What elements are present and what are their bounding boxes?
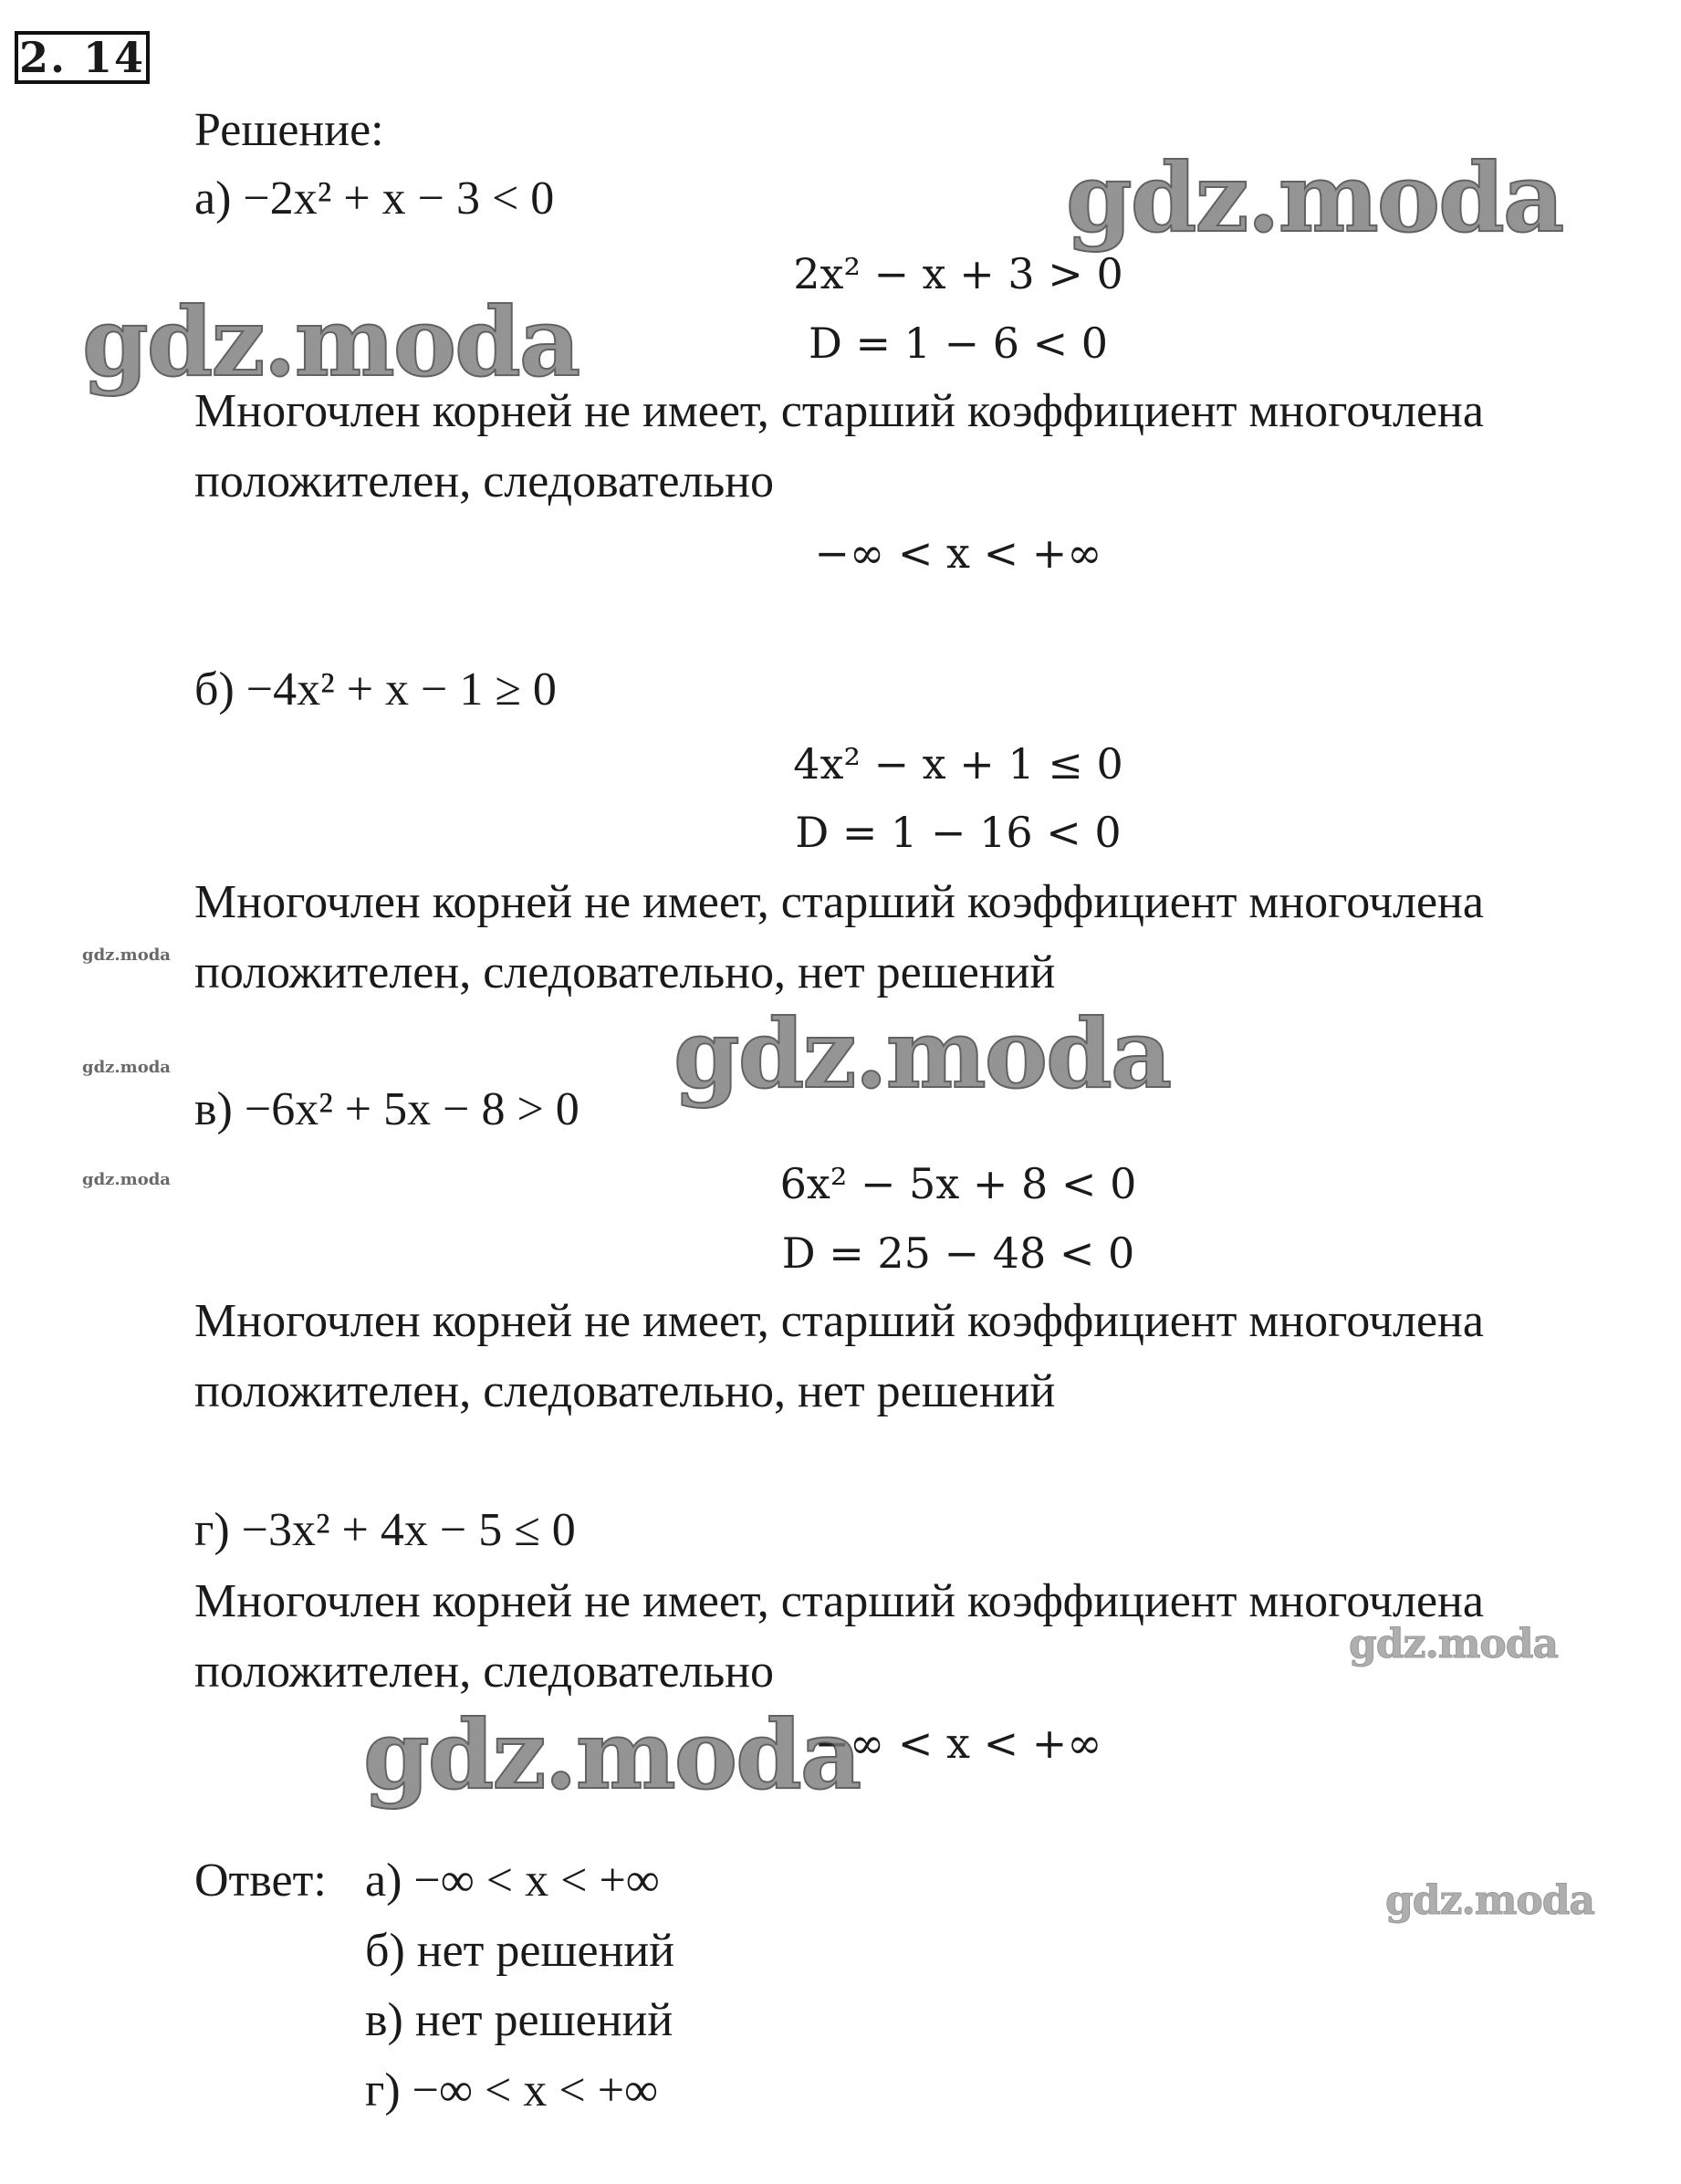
- part-v-discriminant: D = 25 − 48 < 0: [781, 1228, 1135, 1278]
- part-a-discriminant: D = 1 − 6 < 0: [808, 319, 1109, 368]
- problem-number: 2. 14: [18, 33, 146, 82]
- watermark: gdz.moda: [1385, 1877, 1595, 1924]
- part-v-statement: в) −6x² + 5x − 8 > 0: [194, 1083, 579, 1135]
- part-b-explanation-line1: Многочлен корней не имеет, старший коэффициент многочлена: [194, 876, 1484, 928]
- answer-item-v: в) нет решений: [365, 1994, 673, 2046]
- solution-label: Решение:: [194, 104, 384, 156]
- part-a-explanation-line1: Многочлен корней не имеет, старший коэффициент многочлена: [194, 385, 1484, 437]
- watermark: gdz.moda: [363, 1698, 861, 1811]
- problem-number-box: [15, 31, 150, 84]
- part-g-explanation-line1: Многочлен корней не имеет, старший коэффициент многочлена: [194, 1575, 1484, 1627]
- watermark: gdz.moda: [82, 1058, 171, 1077]
- part-g-result: −∞ < x < +∞: [814, 1719, 1102, 1768]
- part-v-explanation-line2: положителен, следовательно, нет решений: [194, 1365, 1056, 1417]
- part-a-step1: 2x² − x + 3 > 0: [793, 249, 1123, 298]
- part-a-explanation-line2: положителен, следовательно: [194, 455, 774, 507]
- part-b-discriminant: D = 1 − 16 < 0: [795, 808, 1122, 857]
- part-g-statement: г) −3x² + 4x − 5 ≤ 0: [194, 1504, 576, 1556]
- part-a-statement: а) −2x² + x − 3 < 0: [194, 172, 555, 225]
- watermark: gdz.moda: [82, 286, 579, 398]
- part-b-explanation-line2: положителен, следовательно, нет решений: [194, 946, 1056, 998]
- part-v-step1: 6x² − 5x + 8 < 0: [779, 1159, 1137, 1208]
- answer-item-b: б) нет решений: [365, 1925, 675, 1977]
- part-v-explanation-line1: Многочлен корней не имеет, старший коэффициент многочлена: [194, 1295, 1484, 1347]
- part-a-result: −∞ < x < +∞: [814, 528, 1102, 578]
- watermark: gdz.moda: [673, 998, 1171, 1110]
- watermark: gdz.moda: [1066, 141, 1563, 254]
- part-g-explanation-line2: положителен, следовательно: [194, 1646, 774, 1698]
- watermark: gdz.moda: [1349, 1621, 1559, 1667]
- watermark: gdz.moda: [82, 1170, 171, 1189]
- answer-item-a: а) −∞ < x < +∞: [365, 1855, 660, 1907]
- part-b-statement: б) −4x² + x − 1 ≥ 0: [194, 664, 557, 716]
- answer-label: Ответ:: [194, 1855, 327, 1907]
- answer-item-g: г) −∞ < x < +∞: [365, 2064, 659, 2116]
- part-b-step1: 4x² − x + 1 ≤ 0: [793, 739, 1123, 789]
- watermark: gdz.moda: [82, 946, 171, 965]
